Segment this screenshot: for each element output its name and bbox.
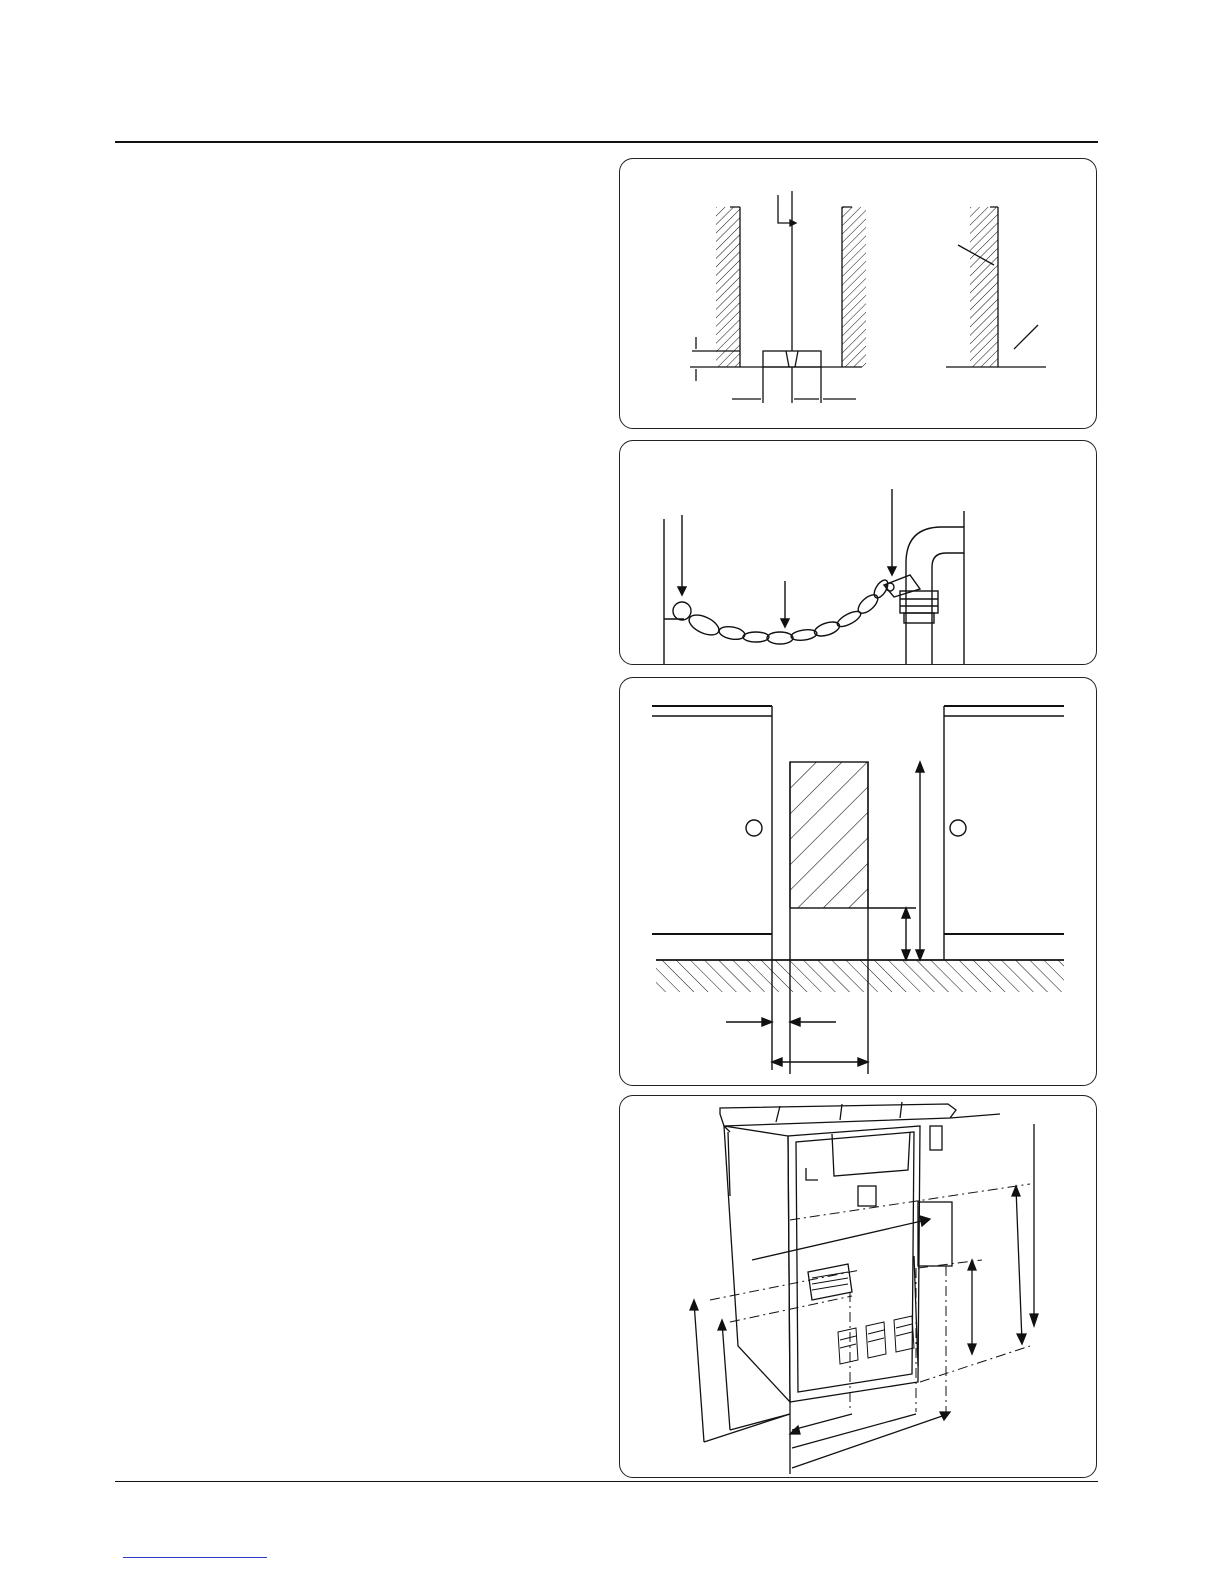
- figure-1-drawing: [620, 159, 1097, 429]
- figure-3-panel: [619, 677, 1097, 1086]
- figure-1-panel: [619, 158, 1097, 429]
- figure-4-drawing: [620, 1096, 1097, 1478]
- footer-rule: [115, 1481, 1098, 1482]
- figure-2-panel: [619, 440, 1097, 665]
- figure-4-panel: [619, 1095, 1097, 1478]
- figure-2-drawing: [620, 441, 1097, 665]
- footer-link-underline[interactable]: [123, 1557, 267, 1558]
- figure-3-drawing: [620, 678, 1097, 1086]
- header-rule: [115, 141, 1098, 143]
